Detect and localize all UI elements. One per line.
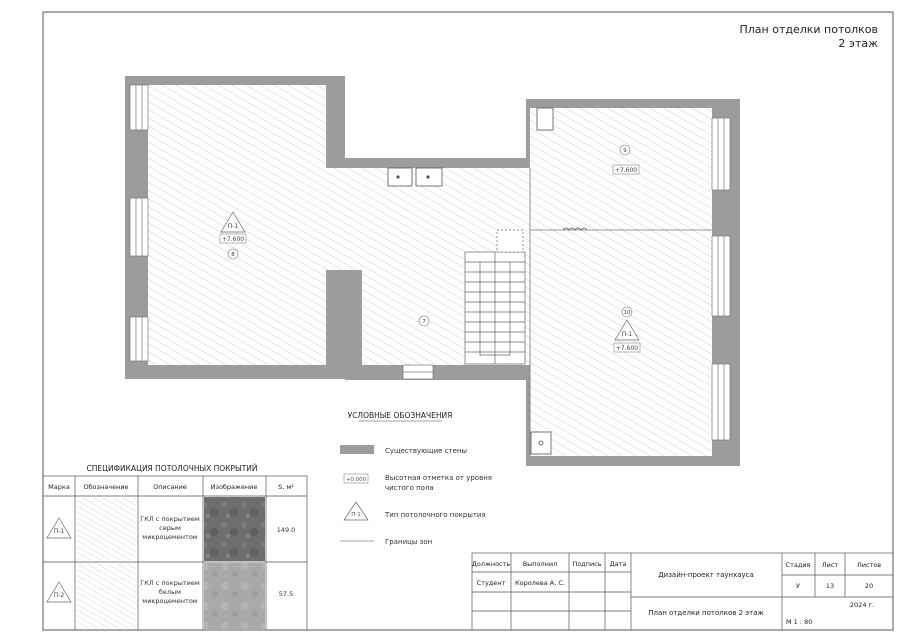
spec-header-area: S, м² (278, 483, 294, 491)
plan-title-line2: 2 этаж (838, 37, 878, 50)
spec-title: СПЕЦИФИКАЦИЯ ПОТОЛОЧНЫХ ПОКРЫТИЙ (86, 464, 258, 473)
tb-role: Студент (476, 579, 506, 587)
legend-title: УСЛОВНЫЕ ОБОЗНАЧЕНИЯ (347, 411, 453, 420)
spec-row1-hatch (77, 498, 136, 560)
floor-plan (125, 76, 740, 466)
tb-sheet: 13 (825, 582, 835, 590)
tb-header-stage: Стадия (785, 561, 811, 569)
plan-title-line1: План отделки потолков (739, 23, 878, 36)
spec-row2-desc-1: ГКЛ с покрытием (140, 579, 200, 587)
elevation-label: +7.600 (221, 236, 245, 243)
legend-item-text: Тип потолочного покрытия (385, 511, 486, 519)
tb-scale: М 1 : 80 (786, 618, 813, 626)
plumbing-box-bottom (531, 432, 551, 454)
plumbing-box-top (537, 108, 553, 130)
room-number: 10 (623, 310, 631, 316)
legend-item-text: Границы зон (385, 538, 433, 546)
room-number: 8 (231, 252, 235, 258)
spec-header-image: Изображение (210, 483, 258, 491)
tb-header-position: Должность (471, 560, 511, 568)
tb-year: 2024 г. (849, 601, 874, 609)
spec-row1-swatch (204, 497, 265, 561)
tb-drawing: План отделки потолков 2 этаж (648, 609, 764, 617)
ceiling-type-label: П-1 (227, 223, 239, 230)
tb-header-date: Дата (609, 560, 627, 568)
spec-header-mark: Марка (48, 483, 70, 491)
spec-row2-desc-2: белым (158, 588, 182, 596)
spec-row1-mark: П-1 (53, 528, 65, 535)
interior-column (326, 270, 362, 365)
tb-header-sheet: Лист (821, 561, 839, 569)
spec-header-designation: Обозначение (83, 483, 129, 491)
interior-wall-top (326, 85, 344, 168)
ceiling-zones (148, 85, 712, 456)
spec-row1-desc-2: серым (159, 524, 181, 532)
tb-project: Дизайн-проект таунхауса (658, 571, 754, 579)
spec-row2-swatch (204, 563, 265, 629)
legend-item-text: Высотная отметка от уровня (385, 474, 492, 482)
spec-row1-area: 149.0 (276, 526, 296, 534)
room-number: 9 (623, 148, 627, 154)
windows-left (130, 85, 148, 361)
legend-wall-swatch (340, 445, 374, 454)
tb-sheets: 20 (864, 582, 874, 590)
room-tag-7 (419, 316, 429, 326)
legend-elevation-symbol: +0.000 (345, 477, 367, 483)
tb-header-sign: Подпись (572, 560, 602, 568)
tb-header-done: Выполнил (522, 560, 558, 568)
legend-type-symbol: П-1 (351, 512, 361, 518)
spec-table (43, 464, 307, 630)
tb-header-sheets: Листов (856, 561, 882, 569)
windows-right (712, 118, 730, 440)
elevation-label: +7.600 (615, 345, 639, 352)
legend-item-text-2: чистого пола (385, 484, 434, 492)
spec-row1-desc-3: микроцементом (142, 533, 198, 541)
tb-stage: У (796, 582, 800, 590)
spec-row2-mark: П-2 (53, 592, 65, 599)
legend (340, 411, 492, 546)
spec-header-description: Описание (153, 483, 187, 491)
legend-item-text: Существующие стены (385, 447, 468, 455)
title-block (472, 553, 893, 630)
spec-row1-desc-1: ГКЛ с покрытием (140, 515, 200, 523)
spec-row2-hatch (77, 564, 136, 628)
spec-row2-desc-3: микроцементом (142, 597, 198, 605)
room-number: 7 (422, 319, 426, 325)
spec-row2-area: 57.5 (278, 590, 294, 598)
ceiling-type-label: П-1 (621, 331, 633, 338)
elevation-label: +7.600 (614, 167, 638, 174)
tb-name: Королева А. С. (515, 579, 565, 587)
